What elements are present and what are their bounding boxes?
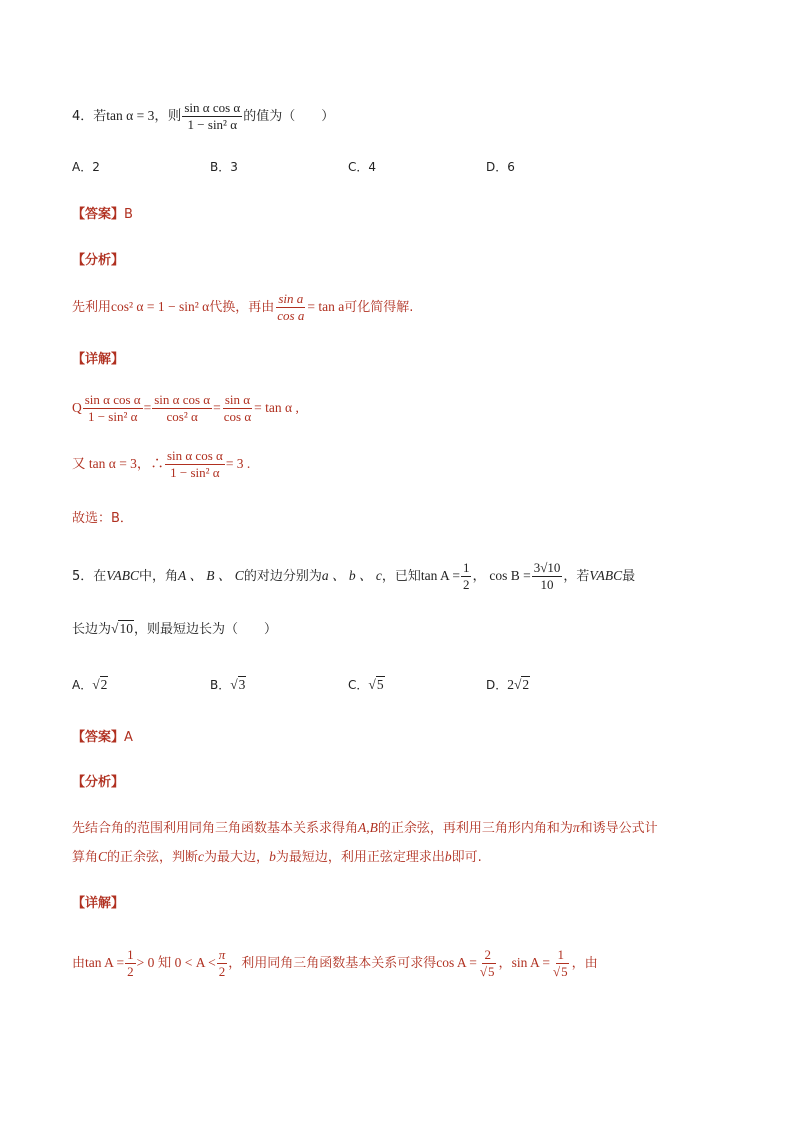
answer-value: B [124, 207, 133, 222]
q5-detail-tag: 【详解】 [72, 896, 125, 911]
q4-detail-tag: 【详解】 [72, 352, 125, 367]
q4-fraction: $\frac{\text{sin α cos α}}{\text{1 − sin² α}}$ [184, 100, 241, 132]
q5-analysis-line2: 算角C的正余弦，判断c为最大边，b为最短边，利用正弦定理求出b即可. [72, 849, 482, 865]
q5-stem-line1: 5．在VABC中，角A 、 B 、 C的对边分别为a 、 b 、 c，已知tan A = $\frac{1}{2}$ ， cos B = $\frac{3√10}{10}$ ，若VABC最 [72, 560, 636, 592]
q4-conclusion: 故选：B． [72, 511, 133, 526]
q4-detail-line2: 又 tan α = 3，∴ $\frac{\text{sin α cos α}}{\text{1 − sin² α}}$ = 3 . [72, 448, 251, 480]
q5-option-a: A．√2 [72, 677, 108, 692]
q5-analysis-tag: 【分析】 [72, 775, 125, 790]
q4-option-a: A．2 [72, 160, 100, 174]
q4-analysis-tag: 【分析】 [72, 253, 125, 268]
q5-analysis-line1: 先结合角的范围利用同角三角函数基本关系求得角A,B的正余弦，再利用三角形内角和为π和诱导公式计 [72, 820, 658, 836]
q4-detail-line1: Q $\frac{\text{sin α cos α}}{\text{1 − sin² α}}$ = $\frac{\text{sin α cos α}}{\text{cos² α}}$ = $\frac{\text{sin α}}{\text{cos α}}$ = tan α , [72, 392, 299, 424]
q5-option-c: C．√5 [348, 677, 384, 692]
q4-analysis-text: 先利用cos² α = 1 − sin² α代换，再由 $\frac{\text{sin a}}{\text{cos a}}$ = tan a可化简得解. [72, 291, 414, 323]
q5-stem-line2: 长边为√10，则最短边长为（ ） [72, 621, 277, 637]
q4-condition: tan α = 3，则 [106, 108, 182, 123]
q5-option-b: B．√3 [210, 677, 246, 692]
answer-tag: 【答案】 [72, 207, 125, 222]
q4-option-d: D．6 [486, 160, 515, 174]
q4-answer [72, 203, 133, 222]
q4-option-c: C．4 [348, 160, 377, 174]
q4-tail: 的值为（ ） [243, 109, 335, 124]
q5-option-d: D．2√2 [486, 677, 530, 692]
analysis-fraction: $\frac{\text{sin a}}{\text{cos a}}$ [277, 291, 305, 323]
q5-answer: 【答案】A [72, 730, 133, 745]
q4-number: 4．若 [72, 109, 107, 124]
q5-detail-line1: 由tan A = $\frac{1}{2}$ > 0 知 0 < A < $\frac{\pi}{2}$ ，利用同角三角函数基本关系可求得cos A = $\frac{2}{√5}$ ，sin A = $\frac{1}{√5}$ ，由 [72, 947, 598, 979]
q4-option-b: B．3 [210, 160, 238, 174]
q4-stem [72, 96, 334, 136]
